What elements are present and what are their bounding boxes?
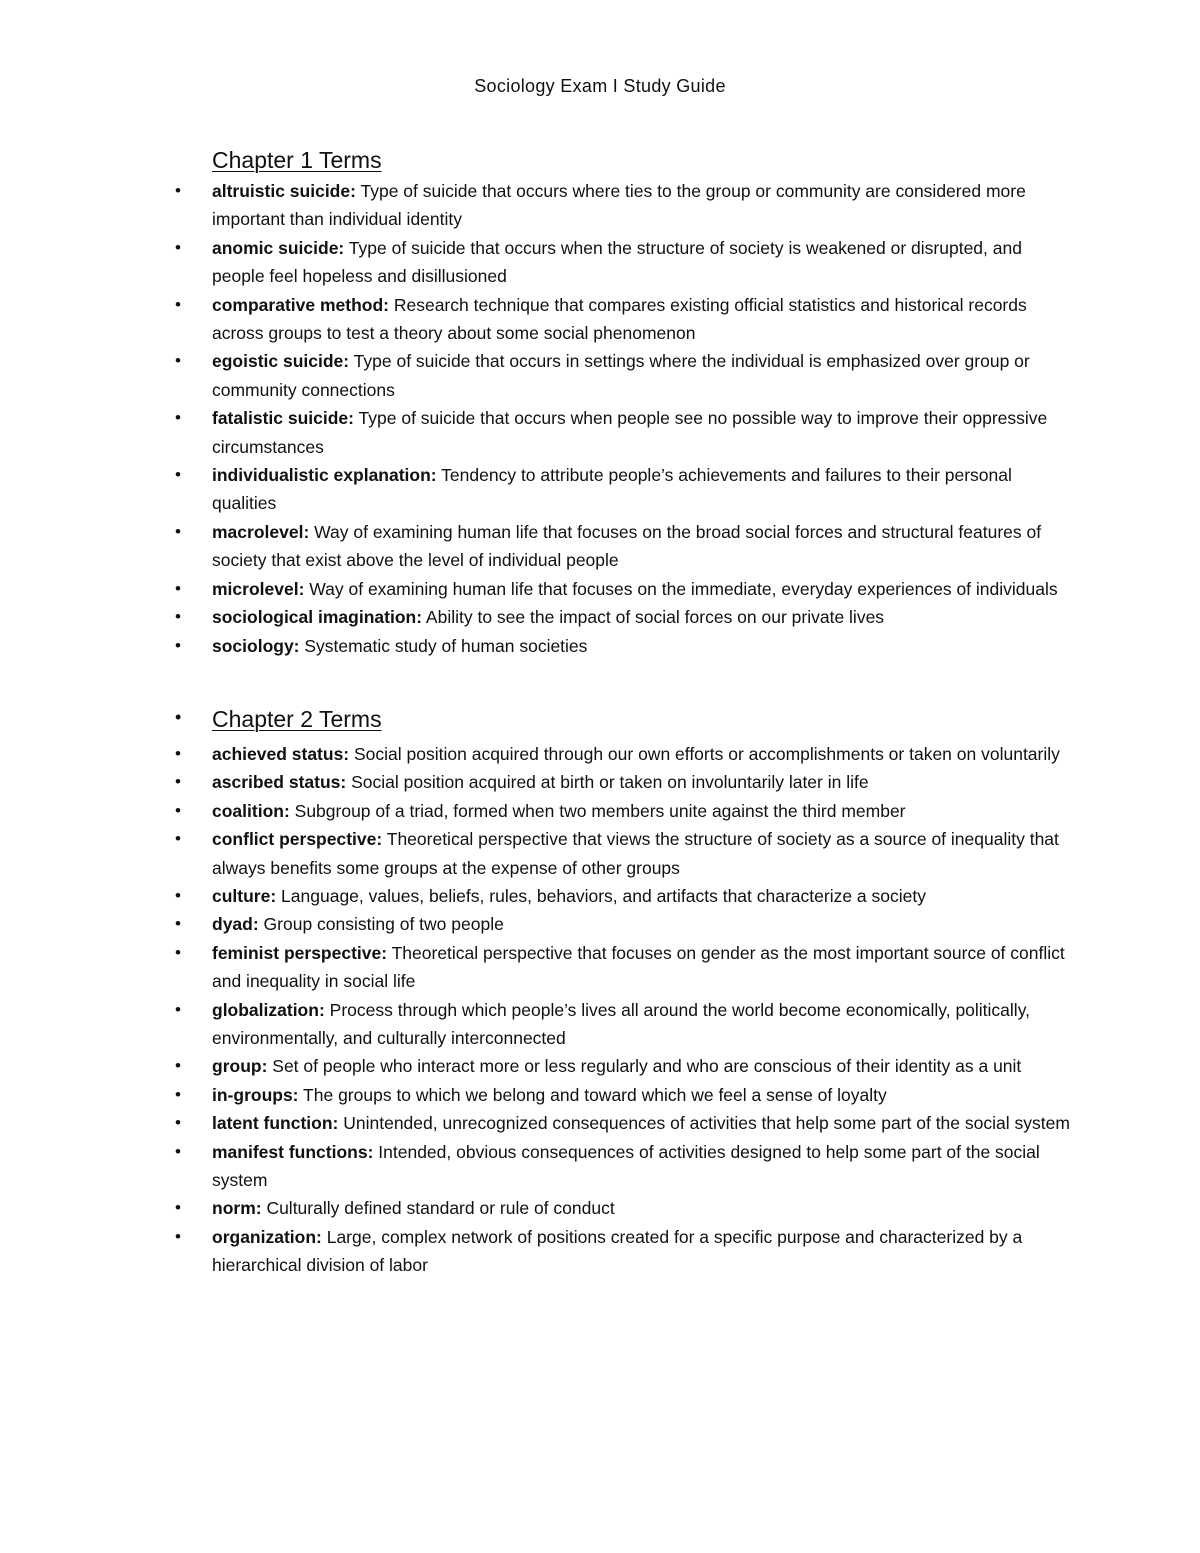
term-item — [212, 939, 1072, 996]
term-label: manifest functions: — [212, 1141, 374, 1162]
term-label: anomic suicide: — [212, 237, 345, 258]
term-label: sociology: — [212, 635, 300, 656]
term-item — [212, 1138, 1072, 1195]
term-label: altruistic suicide: — [212, 181, 356, 201]
term-label: sociological imagination: — [212, 607, 423, 628]
term-definition: Research technique that compares existing official statistics and historical records across groups to test a theory about some social phenomenon — [212, 294, 1027, 344]
term-definition: Type of suicide that occurs when people see no possible way to improve their oppressive circumstances — [212, 408, 1048, 457]
term-item — [212, 1194, 1072, 1222]
term-definition: Type of suicide that occurs in settings where the individual is emphasized over group or community connections — [212, 351, 1030, 400]
term-definition: Process through which people’s lives all around the world become economically, politically, environmentally, and culturally interconnected — [212, 999, 1031, 1048]
term-definition: Social position acquired through our own efforts or accomplishments or taken on voluntarily — [349, 743, 1060, 764]
term-label: dyad: — [212, 914, 259, 935]
term-item — [212, 632, 1072, 660]
chapter-1-term-list — [0, 177, 1200, 660]
term-label: ascribed status: — [212, 772, 347, 793]
term-label: comparative method: — [212, 294, 389, 315]
term-item — [212, 518, 1072, 575]
term-definition: Large, complex network of positions created for a specific purpose and characterized by a hierarchical division of labor — [212, 1226, 1023, 1276]
term-item — [212, 1223, 1072, 1280]
chapter-2-heading: • Chapter 2 Terms — [212, 700, 1200, 740]
term-definition: Theoretical perspective that views the structure of society as a source of inequality that always benefits some groups at the expense of other groups — [212, 829, 1059, 878]
term-item — [212, 1109, 1072, 1137]
term-item — [212, 603, 1072, 631]
term-label: egoistic suicide: — [212, 351, 350, 372]
term-item — [212, 1081, 1072, 1109]
term-item — [212, 1052, 1072, 1080]
term-label: culture: — [212, 885, 277, 906]
term-item — [212, 768, 1072, 796]
term-definition: Way of examining human life that focuses on the broad social forces and structural features of society that exist above the level of individual people — [212, 521, 1042, 571]
term-label: achieved status: — [212, 743, 350, 764]
term-definition: Theoretical perspective that focuses on gender as the most important source of conflict and inequality in social life — [212, 942, 1065, 992]
term-definition: Type of suicide that occurs where ties to the group or community are considered more important than individual identity — [212, 181, 1026, 230]
term-label: conflict perspective: — [212, 829, 383, 850]
term-item — [212, 797, 1072, 825]
term-item — [212, 347, 1072, 404]
term-definition: Group consisting of two people — [258, 914, 504, 935]
term-definition: Tendency to attribute people’s achievements and failures to their personal qualities — [212, 465, 1012, 514]
document-body — [0, 143, 1200, 1280]
page-title: Sociology Exam I Study Guide — [474, 76, 726, 96]
term-definition: Language, values, beliefs, rules, behaviors, and artifacts that characterize a society — [276, 885, 926, 906]
term-definition: Unintended, unrecognized consequences of activities that help some part of the social system — [338, 1113, 1070, 1134]
term-label: individualistic explanation: — [212, 465, 437, 486]
term-label: in-groups: — [212, 1084, 299, 1105]
chapter-1-heading: Chapter 1 Terms — [212, 147, 382, 173]
term-label: feminist perspective: — [212, 942, 388, 963]
term-label: latent function: — [212, 1113, 339, 1134]
term-item — [212, 404, 1072, 461]
term-label: globalization: — [212, 999, 325, 1020]
term-label: macrolevel: — [212, 521, 310, 542]
term-label: norm: — [212, 1198, 262, 1219]
term-item — [212, 234, 1072, 291]
term-label: fatalistic suicide: — [212, 408, 354, 429]
term-label: coalition: — [212, 800, 290, 821]
term-definition: Culturally defined standard or rule of conduct — [261, 1198, 615, 1219]
term-item — [212, 177, 1072, 234]
term-item — [212, 910, 1072, 938]
term-item — [212, 291, 1072, 348]
term-definition: Intended, obvious consequences of activities designed to help some part of the social system — [212, 1141, 1040, 1190]
term-definition: Ability to see the impact of social forces on our private lives — [422, 607, 885, 628]
term-item — [212, 825, 1072, 882]
term-definition: Systematic study of human societies — [299, 635, 588, 656]
term-item — [212, 740, 1072, 768]
term-label: microlevel: — [212, 578, 305, 599]
term-definition: The groups to which we belong and toward which we feel a sense of loyalty — [298, 1084, 887, 1105]
term-label: organization: — [212, 1226, 322, 1247]
term-definition: Way of examining human life that focuses on the immediate, everyday experiences of individuals — [304, 578, 1058, 599]
chapter-2-term-list — [0, 740, 1200, 1280]
term-item — [212, 996, 1072, 1053]
term-label: group: — [212, 1056, 268, 1077]
term-definition: Type of suicide that occurs when the structure of society is weakened or disrupted, and people feel hopeless and disillusioned — [212, 237, 1022, 287]
term-item — [212, 575, 1072, 603]
term-item — [212, 461, 1072, 518]
term-item — [212, 882, 1072, 910]
term-definition: Subgroup of a triad, formed when two members unite against the third member — [289, 800, 906, 821]
term-definition: Social position acquired at birth or taken on involuntarily later in life — [346, 772, 869, 793]
term-definition: Set of people who interact more or less regularly and who are conscious of their identity as a unit — [267, 1056, 1022, 1077]
